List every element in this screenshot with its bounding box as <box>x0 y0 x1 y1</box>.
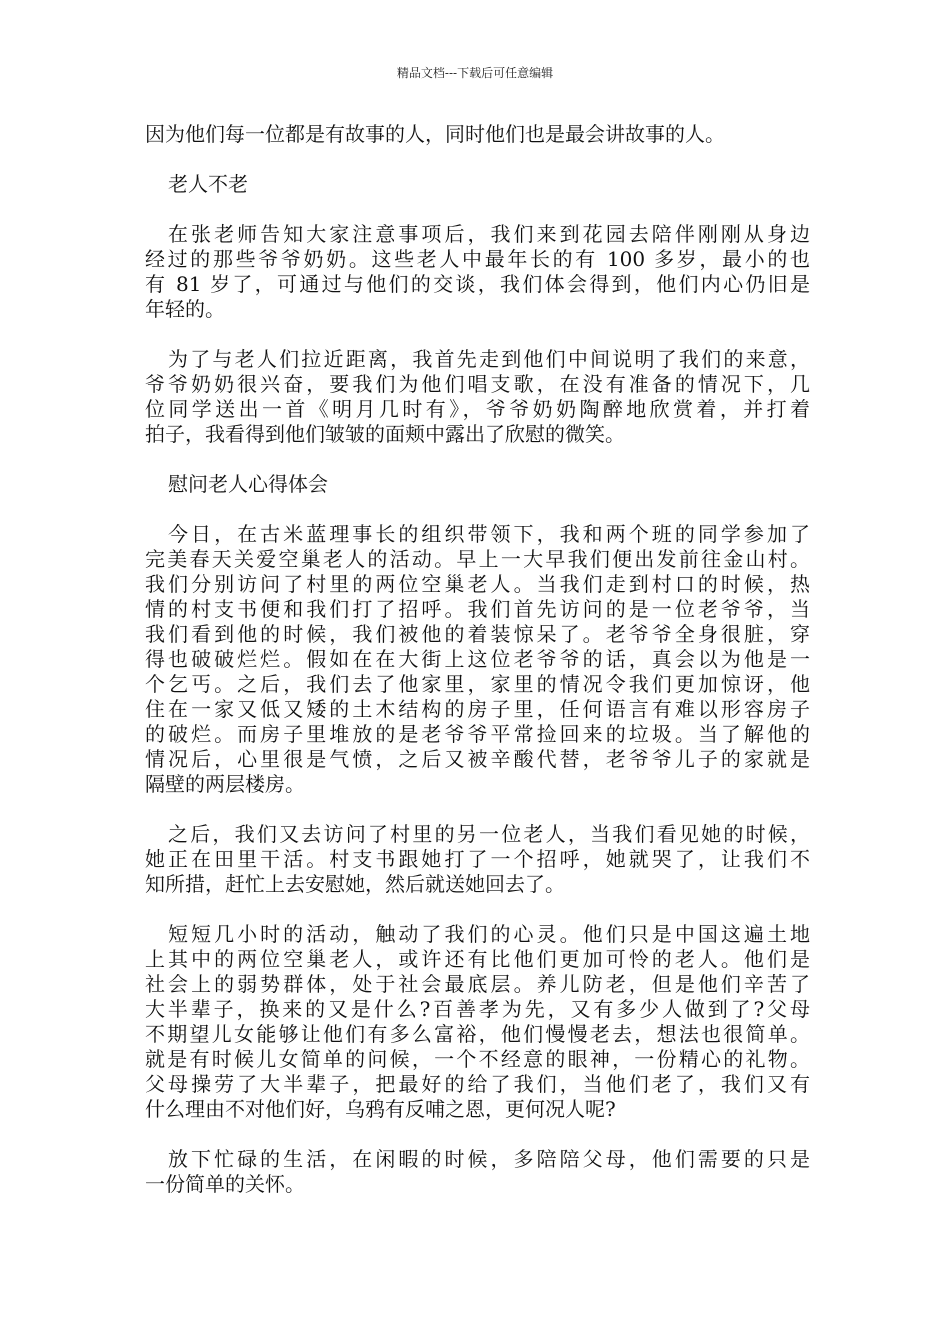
section-heading-wei-wen: 慰问老人心得体会 <box>168 472 328 496</box>
paragraph <box>145 522 810 797</box>
paragraph-line: 年轻的。 <box>145 297 225 321</box>
paragraph-line: 经过的那些爷爷奶奶。这些老人中最年长的有 100 多岁，最小的也 <box>145 247 810 271</box>
paragraph-line: 我们分别访问了村里的两位空巢老人。当我们走到村口的时候，热 <box>145 572 810 596</box>
paragraph-line: 大半辈子，换来的又是什么?百善孝为先，又有多少人做到了?父母 <box>145 997 810 1021</box>
paragraph-line: 得也破破烂烂。假如在在大街上这位老爷爷的话，真会以为他是一 <box>145 647 810 671</box>
paragraph-line: 位同学送出一首《明月几时有》，爷爷奶奶陶醉地欣赏着，并打着 <box>145 397 810 421</box>
paragraph <box>145 222 810 322</box>
paragraph <box>145 347 810 447</box>
paragraph-line: 个乞丐。之后，我们去了他家里，家里的情况令我们更加惊讶，他 <box>145 672 810 696</box>
document-body <box>145 122 810 1222</box>
paragraph-line: 在张老师告知大家注意事项后，我们来到花园去陪伴刚刚从身边 <box>168 222 810 246</box>
paragraph-line: 隔壁的两层楼房。 <box>145 772 305 796</box>
paragraph-line: 情的村支书便和我们打了招呼。我们首先访问的是一位老爷爷，当 <box>145 597 810 621</box>
paragraph-line: 知所措，赶忙上去安慰她，然后就送她回去了。 <box>145 872 565 896</box>
paragraph <box>145 822 810 897</box>
paragraph-line: 拍子，我看得到他们皱皱的面颊中露出了欣慰的微笑。 <box>145 422 625 446</box>
paragraph-line: 她正在田里干活。村支书跟她打了一个招呼，她就哭了，让我们不 <box>145 847 810 871</box>
paragraph-line: 父母操劳了大半辈子，把最好的给了我们，当他们老了，我们又有 <box>145 1072 810 1096</box>
paragraph <box>145 1147 810 1197</box>
paragraph-line: 我们看到他的时候，我们被他的着装惊呆了。老爷爷全身很脏，穿 <box>145 622 810 646</box>
paragraph-line: 上其中的两位空巢老人，或许还有比他们更加可怜的老人。他们是 <box>145 947 810 971</box>
paragraph-line: 一份简单的关怀。 <box>145 1172 305 1196</box>
paragraph-line: 有 81 岁了，可通过与他们的交谈，我们体会得到，他们内心仍旧是 <box>145 272 810 296</box>
paragraph-line: 为了与老人们拉近距离，我首先走到他们中间说明了我们的来意， <box>168 347 810 371</box>
paragraph-line: 爷爷奶奶很兴奋，要我们为他们唱支歌，在没有准备的情况下，几 <box>145 372 810 396</box>
paragraph <box>145 922 810 1122</box>
paragraph-line: 住在一家又低又矮的土木结构的房子里，任何语言有难以形容房子 <box>145 697 810 721</box>
paragraph-continuation <box>145 122 810 147</box>
paragraph-line: 今日，在古米蓝理事长的组织带领下，我和两个班的同学参加了 <box>168 522 810 546</box>
paragraph-line: 的破烂。而房子里堆放的是老爷爷平常捡回来的垃圾。当了解他的 <box>145 722 810 746</box>
paragraph-line: 放下忙碌的生活，在闲暇的时候，多陪陪父母，他们需要的只是 <box>168 1147 810 1171</box>
paragraph-line: 完美春天关爱空巢老人的活动。早上一大早我们便出发前往金山村。 <box>145 547 810 571</box>
paragraph-line: 社会上的弱势群体，处于社会最底层。养儿防老，但是他们辛苦了 <box>145 972 810 996</box>
paragraph-line: 就是有时候儿女简单的问候，一个不经意的眼神，一份精心的礼物。 <box>145 1047 810 1071</box>
page-header: 精品文档---下载后可任意编辑 <box>396 66 554 80</box>
paragraph-line: 因为他们每一位都是有故事的人，同时他们也是最会讲故事的人。 <box>145 122 725 146</box>
paragraph-line: 情况后，心里很是气愤，之后又被辛酸代替，老爷爷儿子的家就是 <box>145 747 810 771</box>
paragraph-line: 之后，我们又去访问了村里的另一位老人，当我们看见她的时候， <box>168 822 810 846</box>
paragraph-line: 什么理由不对他们好，乌鸦有反哺之恩，更何况人呢? <box>145 1097 616 1121</box>
paragraph-line: 短短几小时的活动，触动了我们的心灵。他们只是中国这遍土地 <box>168 922 810 946</box>
paragraph-line: 不期望儿女能够让他们有多么富裕，他们慢慢老去，想法也很简单。 <box>145 1022 810 1046</box>
section-heading-lao-ren-bu-lao: 老人不老 <box>168 172 248 196</box>
